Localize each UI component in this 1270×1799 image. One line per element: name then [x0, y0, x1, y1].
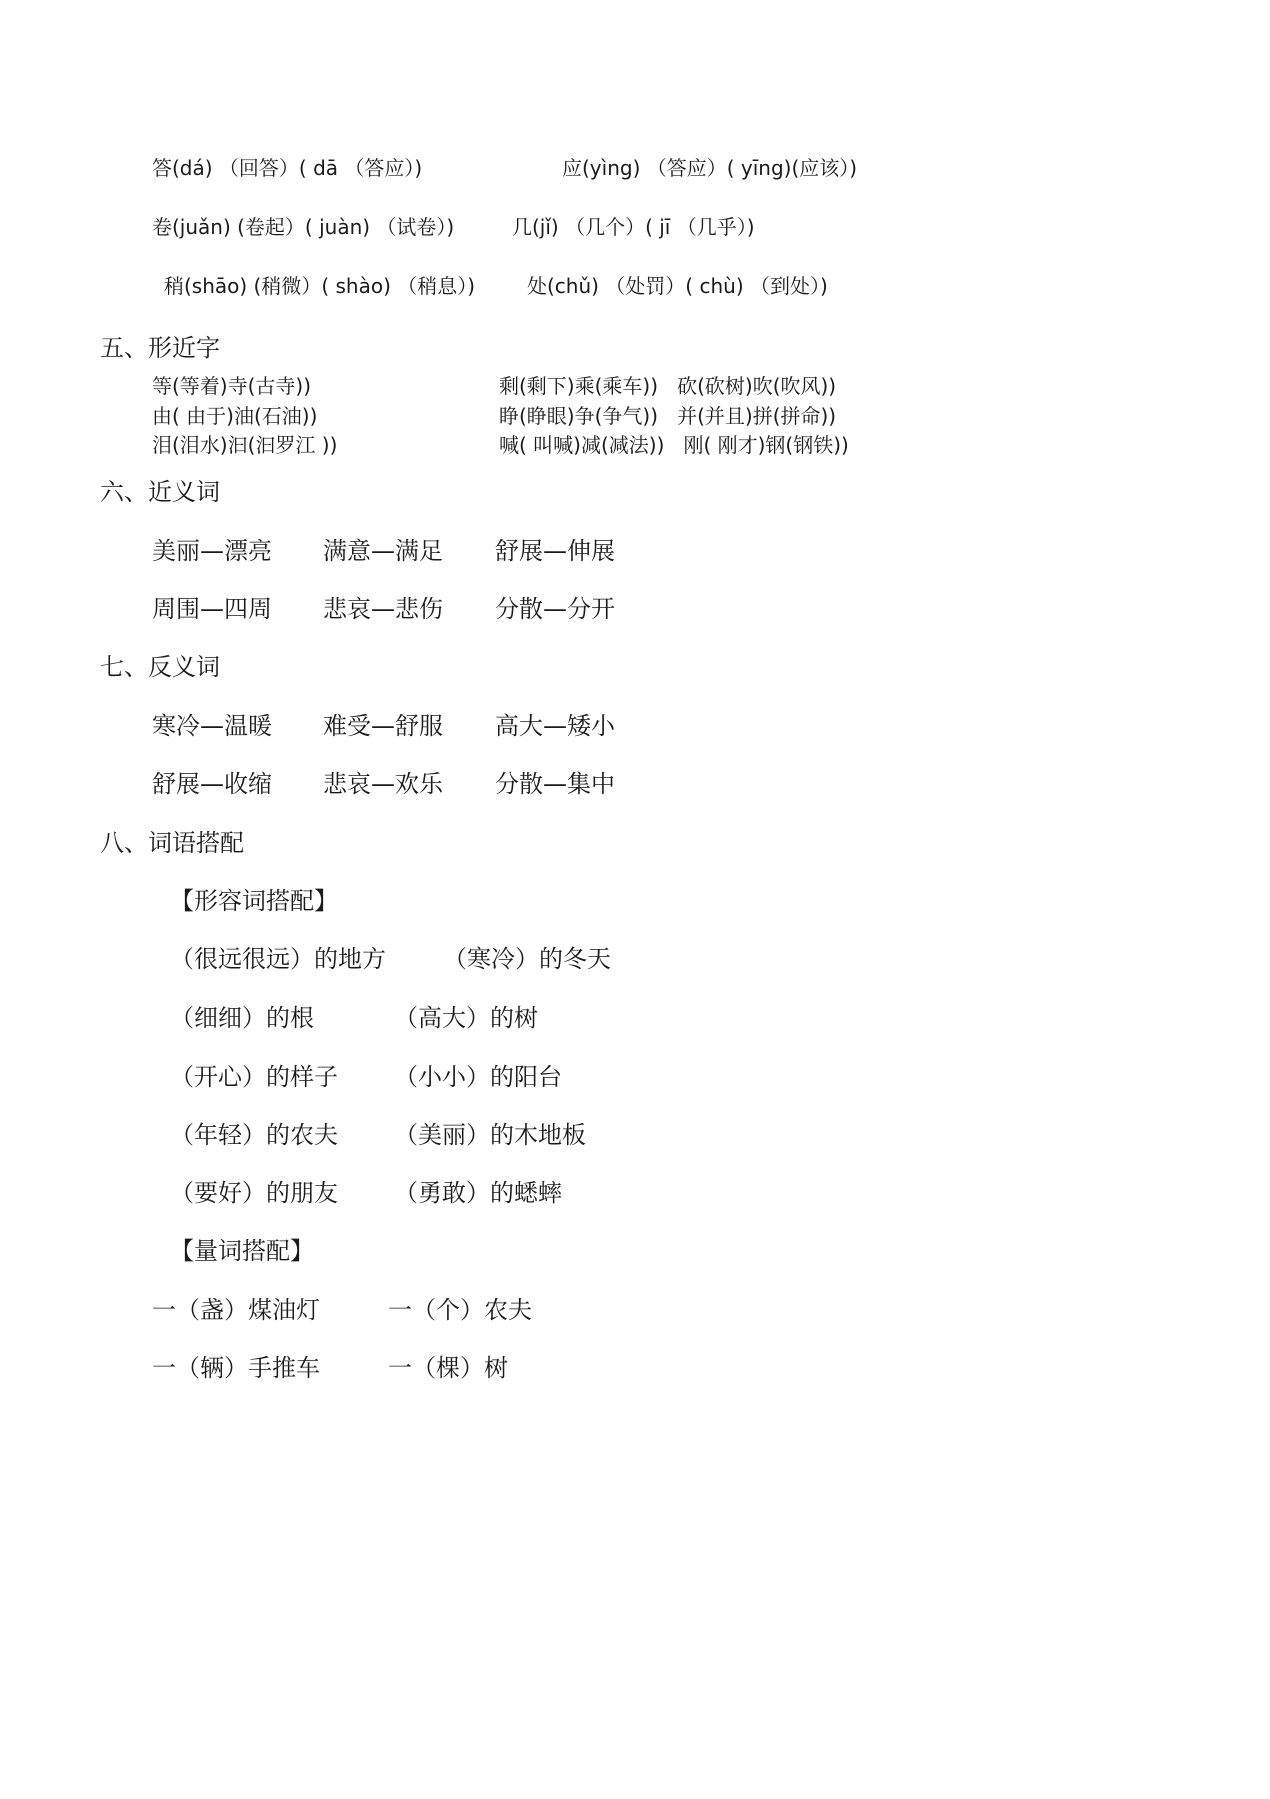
- adjective-collocation: （年轻）的农夫: [170, 1121, 338, 1149]
- antonym-pair: 难受—舒服: [323, 712, 443, 740]
- similar-chars-right-3: 喊( 叫喊)减(减法)) 刚( 刚才)钢(钢铁)): [499, 433, 849, 457]
- synonym-pair: 周围—四周: [152, 595, 272, 623]
- adjective-collocation: （开心）的样子: [170, 1063, 338, 1091]
- synonym-pair: 舒展—伸展: [495, 537, 615, 565]
- similar-chars-right-2: 睁(睁眼)争(争气)) 并(并且)拼(拼命)): [499, 404, 837, 428]
- polyphone-juan: 卷(juǎn) (卷起）( juàn) （试卷）): [152, 215, 455, 239]
- polyphone-chu: 处(chǔ) （处罚）( chù) （到处）): [527, 274, 828, 298]
- subsection-title-adjective: 【形容词搭配】: [170, 887, 338, 915]
- antonym-pair: 寒冷—温暖: [152, 712, 272, 740]
- similar-chars-right-1: 剩(剩下)乘(乘车)) 砍(砍树)吹(吹风)): [499, 374, 837, 398]
- antonym-pair: 悲哀—欢乐: [323, 770, 443, 798]
- synonym-pair: 分散—分开: [495, 595, 615, 623]
- section-title-word-collocation: 八、词语搭配: [100, 829, 244, 857]
- similar-chars-left-1: 等(等着)寺(古寺)): [152, 374, 312, 398]
- adjective-collocation: （很远很远）的地方: [170, 945, 386, 973]
- polyphone-ying: 应(yìng) （答应）( yīng)(应该）): [562, 156, 858, 180]
- measure-word-collocation: 一（辆）手推车: [152, 1354, 320, 1382]
- measure-word-collocation: 一（个）农夫: [388, 1296, 532, 1324]
- synonym-pair: 美丽—漂亮: [152, 537, 272, 565]
- adjective-collocation: （勇敢）的蟋蟀: [394, 1179, 562, 1207]
- measure-word-collocation: 一（盏）煤油灯: [152, 1296, 320, 1324]
- adjective-collocation: （细细）的根: [170, 1004, 314, 1032]
- synonym-pair: 满意—满足: [323, 537, 443, 565]
- synonym-pair: 悲哀—悲伤: [323, 595, 443, 623]
- polyphone-shao: 稍(shāo) (稍微）( shào) （稍息）): [164, 274, 476, 298]
- section-title-antonyms: 七、反义词: [100, 653, 220, 681]
- adjective-collocation: （高大）的树: [394, 1004, 538, 1032]
- antonym-pair: 舒展—收缩: [152, 770, 272, 798]
- adjective-collocation: （美丽）的木地板: [394, 1121, 586, 1149]
- section-title-similar-chars: 五、形近字: [100, 334, 220, 362]
- antonym-pair: 分散—集中: [495, 770, 615, 798]
- measure-word-collocation: 一（棵）树: [388, 1354, 508, 1382]
- adjective-collocation: （小小）的阳台: [394, 1063, 562, 1091]
- similar-chars-left-3: 泪(泪水)汩(汩罗江 )): [152, 433, 338, 457]
- adjective-collocation: （寒冷）的冬天: [443, 945, 611, 973]
- subsection-title-measure-word: 【量词搭配】: [170, 1237, 314, 1265]
- adjective-collocation: （要好）的朋友: [170, 1179, 338, 1207]
- polyphone-da: 答(dá) （回答）( dā （答应）): [152, 156, 423, 180]
- polyphone-ji: 几(jǐ) （几个）( jī （几乎）): [512, 215, 755, 239]
- section-title-synonyms: 六、近义词: [100, 478, 220, 506]
- antonym-pair: 高大—矮小: [495, 712, 615, 740]
- similar-chars-left-2: 由( 由于)油(石油)): [152, 404, 318, 428]
